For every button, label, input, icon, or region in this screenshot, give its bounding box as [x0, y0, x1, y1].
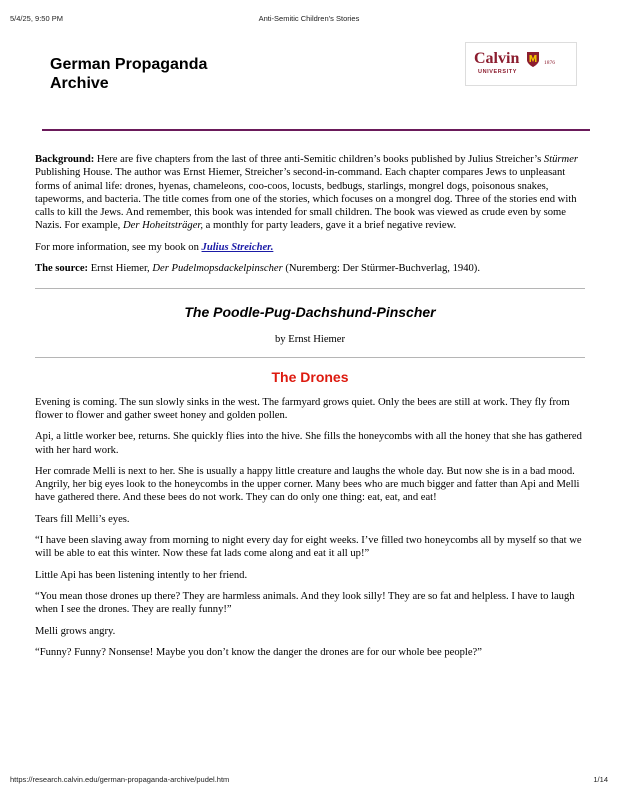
story-paragraph: Tears fill Melli’s eyes.	[35, 513, 130, 525]
header-divider	[42, 129, 590, 131]
chapter-title: The Drones	[271, 368, 349, 385]
section-divider	[35, 288, 585, 289]
background-label: Background:	[35, 154, 95, 165]
story-paragraph: Evening is coming. The sun slowly sinks in the west. The farmyard grows quiet. Only the bees are still at work. They fly from flower to flower and gather sweet honey and golden pollen.	[35, 396, 570, 421]
section-divider	[35, 357, 585, 358]
byline: by Ernst Hiemer	[274, 334, 346, 346]
print-page-number: 1/14	[593, 775, 608, 784]
julius-streicher-link[interactable]: Julius Streicher.	[201, 241, 274, 253]
background-paragraph: Background: Here are five chapters from the last of three anti-Semitic children’s books published by Julius Streicher’s Stürmer Publishing House. The author was Ernst Hiemer, Streicher’s second-in-command. Each chapter compares Jews to unpleasant forms of animal life: drones, hyenas, chameleons, coo-coos, locusts, bedbugs, starlings, mongrel dogs, poisonous snakes, tapeworms, and bacteria. The title comes from one of the stories, which focuses on a mongrel dog. Three of the stories end with calls to kill the Jews. And remember, this book was intended for small children. The book was viewed as crude even by some Nazis. For example, Der Hoheitsträger, a monthly for party leaders, gave it a brief negative review.	[35, 154, 579, 232]
print-url: https://research.calvin.edu/german-propaganda-archive/pudel.htm	[10, 775, 230, 784]
logo-year: 1876	[544, 60, 555, 66]
story-paragraph: Little Api has been listening intently to her friend.	[35, 569, 248, 581]
source-paragraph: The source: Ernst Hiemer, Der Pudelmopsdackelpinscher (Nuremberg: Der Stürmer-Buchverlag, 1940).	[35, 263, 480, 275]
story-paragraph: Her comrade Melli is next to her. She is usually a happy little creature and laughs the whole day. But now she is in a bad mood. Angrily, her big eyes look to the honeycombs in the upper corner. Many bees who are much bigger and fatter than Api and Melli have gathered there. And these bees do not work. They can do only one thing: eat, eat, and eat!	[35, 465, 580, 504]
main-content	[35, 153, 585, 667]
shield-icon	[526, 51, 540, 68]
print-page-title: Anti-Semitic Children’s Stories	[258, 14, 360, 23]
site-title-line1: German Propaganda	[50, 56, 208, 73]
story-text	[35, 396, 585, 659]
site-title-line2: Archive	[50, 75, 109, 92]
site-title[interactable]	[50, 55, 207, 93]
calvin-university-logo[interactable]	[465, 42, 577, 86]
logo-wordmark: Calvin	[474, 50, 520, 67]
book-title: The Poodle-Pug-Dachshund-Pinscher	[184, 304, 436, 321]
print-datetime: 5/4/25, 9:50 PM	[10, 14, 63, 23]
story-paragraph: “I have been slaving away from morning to night every day for eight weeks. I’ve filled two honeycombs all by myself so that we will be able to eat this winter. Now these fat lads come along and eat it all up!”	[35, 535, 582, 560]
logo-subtitle: UNIVERSITY	[478, 69, 518, 75]
story-paragraph: Melli grows angry.	[35, 625, 116, 637]
story-paragraph: “You mean those drones up there? They are harmless animals. And they look silly! They are so fat and helpless. I have to laugh when I see the drones. They are really funny!”	[35, 590, 575, 616]
source-label: The source:	[35, 263, 89, 275]
story-paragraph: Api, a little worker bee, returns. She quickly flies into the hive. She fills the honeycombs with all the honey that she has gathered with her hard work.	[35, 431, 582, 456]
more-info-paragraph: For more information, see my book on Julius Streicher.	[35, 241, 274, 253]
story-paragraph: “Funny? Funny? Nonsense! Maybe you don’t know the danger the drones are for our whole bee people?”	[35, 646, 482, 658]
